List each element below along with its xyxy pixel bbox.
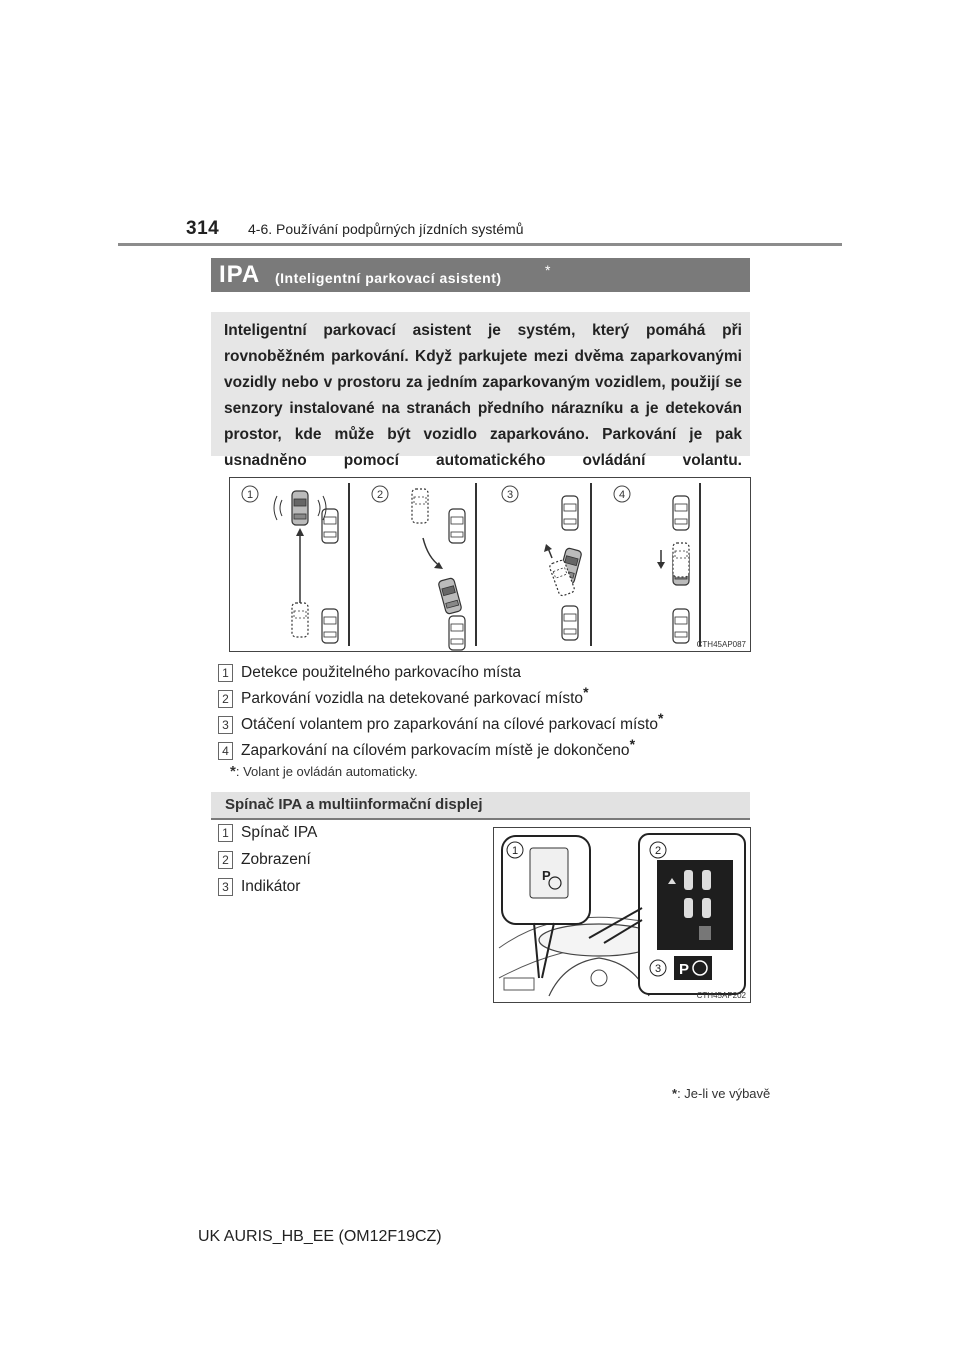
section-label: 4-6. Používání podpůrných jízdních systémů — [248, 221, 524, 237]
ipa-switch-figure — [493, 827, 751, 1003]
component-number: 2 — [218, 851, 233, 869]
panel-3 — [502, 483, 591, 646]
availability-asterisk: * — [672, 1086, 678, 1101]
panel-4-number: 4 — [618, 489, 626, 501]
component-text: Zobrazení — [241, 851, 311, 869]
callout-1: 1 — [511, 845, 519, 857]
ipa-switch-illustration — [494, 828, 750, 1002]
figure1-code: CTH45AP087 — [696, 640, 746, 649]
footnote — [230, 763, 418, 780]
panel-1-number: 1 — [246, 489, 254, 501]
title-main: IPA — [219, 261, 261, 288]
panel-1 — [242, 483, 349, 646]
panel-4 — [614, 483, 700, 646]
step-text: Detekce použitelného parkovacího místa — [241, 664, 522, 682]
intro-box — [211, 312, 750, 469]
list-item — [218, 658, 521, 682]
switch-label: P — [542, 868, 551, 883]
footnote-text: : Volant je ovládán automaticky. — [235, 764, 418, 779]
footnote-asterisk: * — [230, 763, 236, 780]
step-text: Otáčení volantem pro zaparkování na cílové parkovací místo — [241, 716, 658, 734]
page-number: 314 — [186, 218, 220, 239]
title-asterisk: * — [545, 262, 551, 278]
figure2-code: CTH45AP202 — [696, 991, 746, 1000]
title-bar — [211, 258, 750, 292]
header-rule — [118, 243, 842, 246]
step-number: 3 — [218, 716, 233, 734]
component-number: 3 — [218, 878, 233, 896]
availability-text: : Je-li ve výbavě — [677, 1086, 771, 1101]
step-number: 4 — [218, 742, 233, 760]
step-asterisk: * — [658, 710, 664, 726]
title-sub: (Inteligentní parkovací asistent) — [275, 270, 502, 286]
component-number: 1 — [218, 824, 233, 842]
callout-2: 2 — [654, 845, 662, 857]
list-item — [218, 824, 317, 842]
list-item — [218, 851, 311, 869]
availability-note — [672, 1086, 770, 1101]
panel-3-number: 3 — [506, 489, 514, 501]
list-item — [218, 736, 635, 760]
panel-2 — [372, 483, 476, 650]
step-text: Zaparkování na cílovém parkovacím místě je dokončeno — [241, 742, 630, 760]
list-item — [218, 710, 663, 734]
step-asterisk: * — [629, 736, 636, 752]
list-item — [218, 878, 300, 896]
component-text: Indikátor — [241, 878, 301, 896]
step-text: Parkování vozidla na detekované parkovací místo — [241, 690, 584, 708]
step-number: 2 — [218, 690, 233, 708]
panel-2-number: 2 — [376, 489, 384, 501]
component-text: Spínač IPA — [241, 824, 318, 842]
model-code: UK AURIS_HB_EE (OM12F19CZ) — [198, 1228, 442, 1245]
step-asterisk: * — [583, 684, 589, 700]
parking-steps-figure — [229, 477, 751, 652]
svg-text:P: P — [679, 961, 690, 978]
subsection-title: Spínač IPA a multiinformační displej — [225, 796, 483, 813]
callout-3: 3 — [654, 963, 662, 975]
list-item — [218, 684, 589, 708]
intro-text: Inteligentní parkovací asistent je systém, který pomáhá při rovnoběžném parkování. Když parkujete mezi dvěma zaparkovanými vozidly nebo v prostoru za jedním zaparkovaným vozidlem, použijí se senzory instalované na stranách předního nárazníku a je detekován prostor, kde může být vozidlo zaparkováno. Parkování je pak usnadněno pomocí automatického ovládání volantu. — [224, 322, 742, 469]
parking-steps-illustration — [230, 478, 750, 651]
subsection-header — [211, 792, 750, 820]
step-number: 1 — [218, 664, 233, 682]
